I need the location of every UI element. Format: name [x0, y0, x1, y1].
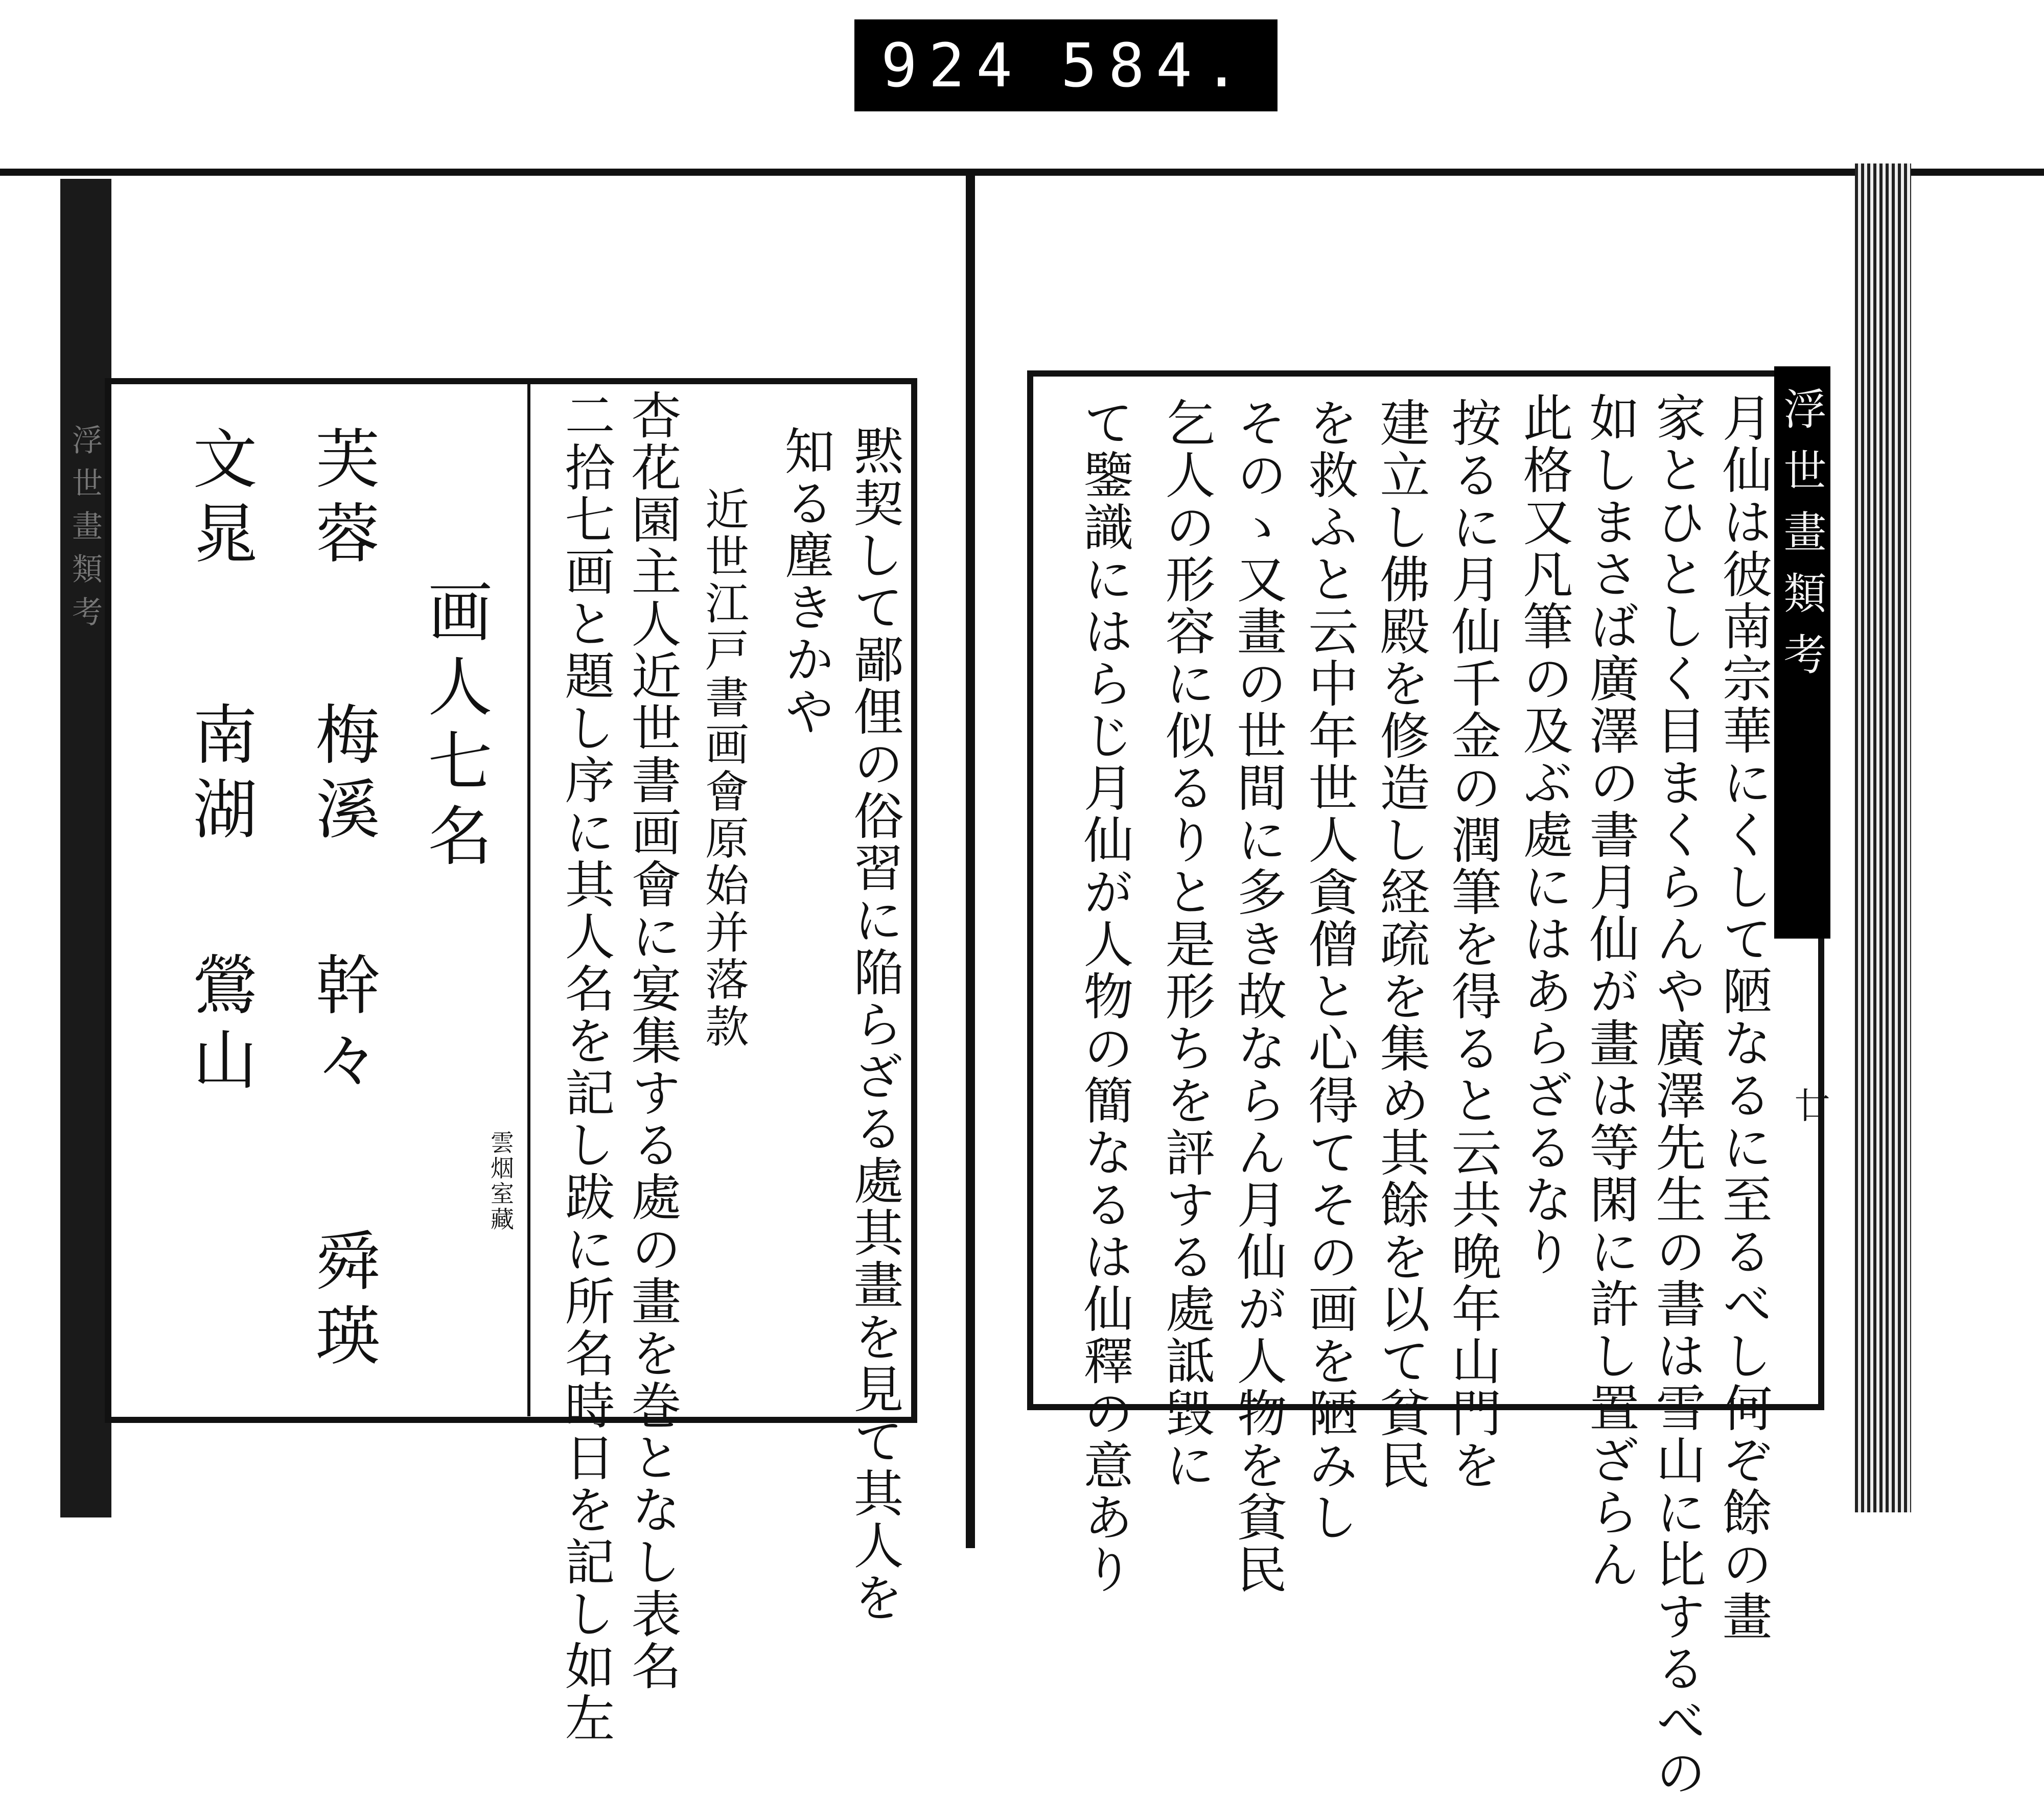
list-title: 画人七名: [417, 578, 493, 877]
text-column: 杏花園主人近世書画會に宴集する處の畫を巻となし表名: [623, 389, 681, 1692]
spine-title: 浮世畫類考: [67, 424, 103, 639]
text-column: 乞人の形容に似るりと是形ちを評する處詆毀に: [1157, 397, 1215, 1491]
text-column: 黙契して鄙俚の俗習に陥らざる處其畫を見て其人を: [845, 425, 903, 1624]
text-column: 家とひとしく目まくらんや廣澤先生の書は雪山に比するべの: [1647, 392, 1706, 1799]
folio-number: 廿: [1788, 1087, 1830, 1123]
painter-name: 芙蓉: [305, 425, 380, 574]
painter-name: 文晁: [182, 425, 258, 574]
painter-name: 鶯山: [182, 951, 258, 1101]
page-fore-edge: [1855, 163, 1911, 1512]
text-column: 月仙は彼南宗華にくして陋なるに至るべし何ぞ餘の畫: [1714, 392, 1772, 1643]
text-column: そのゝ又畫の世間に多き故ならん月仙が人物を貧民: [1228, 397, 1287, 1596]
left-spine: [60, 179, 111, 1517]
label-right-number: 584.: [1060, 30, 1251, 101]
painter-name: 幹々: [305, 951, 380, 1101]
center-gutter: [966, 169, 975, 1548]
text-column: 二拾七画と題し序に其人名を記し跋に所名時日を記し如左: [556, 389, 615, 1744]
right-page-header: 浮世畫類考: [1777, 387, 1827, 693]
text-column: を救ふと云中年世人貪僧と心得てその画を陋みし: [1300, 397, 1358, 1544]
top-rule: [0, 169, 2044, 176]
painter-name: 舜瑛: [305, 1227, 380, 1376]
left-page-frame: [105, 378, 917, 1744]
text-column: 如しまさば廣澤の書月仙が畫は等閑に許し置ざらん: [1581, 392, 1639, 1591]
column-divider-rule: [527, 384, 530, 1416]
label-left-number: 924: [881, 30, 1024, 101]
text-column: 建立し佛殿を修造し経疏を集め其餘を以て貧民: [1372, 397, 1430, 1491]
painter-name: 南湖: [182, 701, 258, 850]
painter-name: 梅溪: [305, 701, 380, 850]
text-column: て鑒識にはらじ月仙が人物の簡なるは仙釋の意あり: [1075, 397, 1133, 1596]
section-heading: 近世江戸書画會原始并落款: [698, 486, 749, 1050]
text-column: 此格又凡筆の及ぶ處にはあらざるなり: [1515, 392, 1573, 1278]
text-column: 知る塵きかや: [776, 425, 834, 738]
archive-label: [854, 19, 1278, 111]
text-column: 按るに月仙千金の潤筆を得ると云共晩年山門を: [1443, 397, 1501, 1491]
right-page-frame: [1027, 370, 1830, 1799]
collection-stamp: 雲烟室藏: [487, 1130, 515, 1232]
